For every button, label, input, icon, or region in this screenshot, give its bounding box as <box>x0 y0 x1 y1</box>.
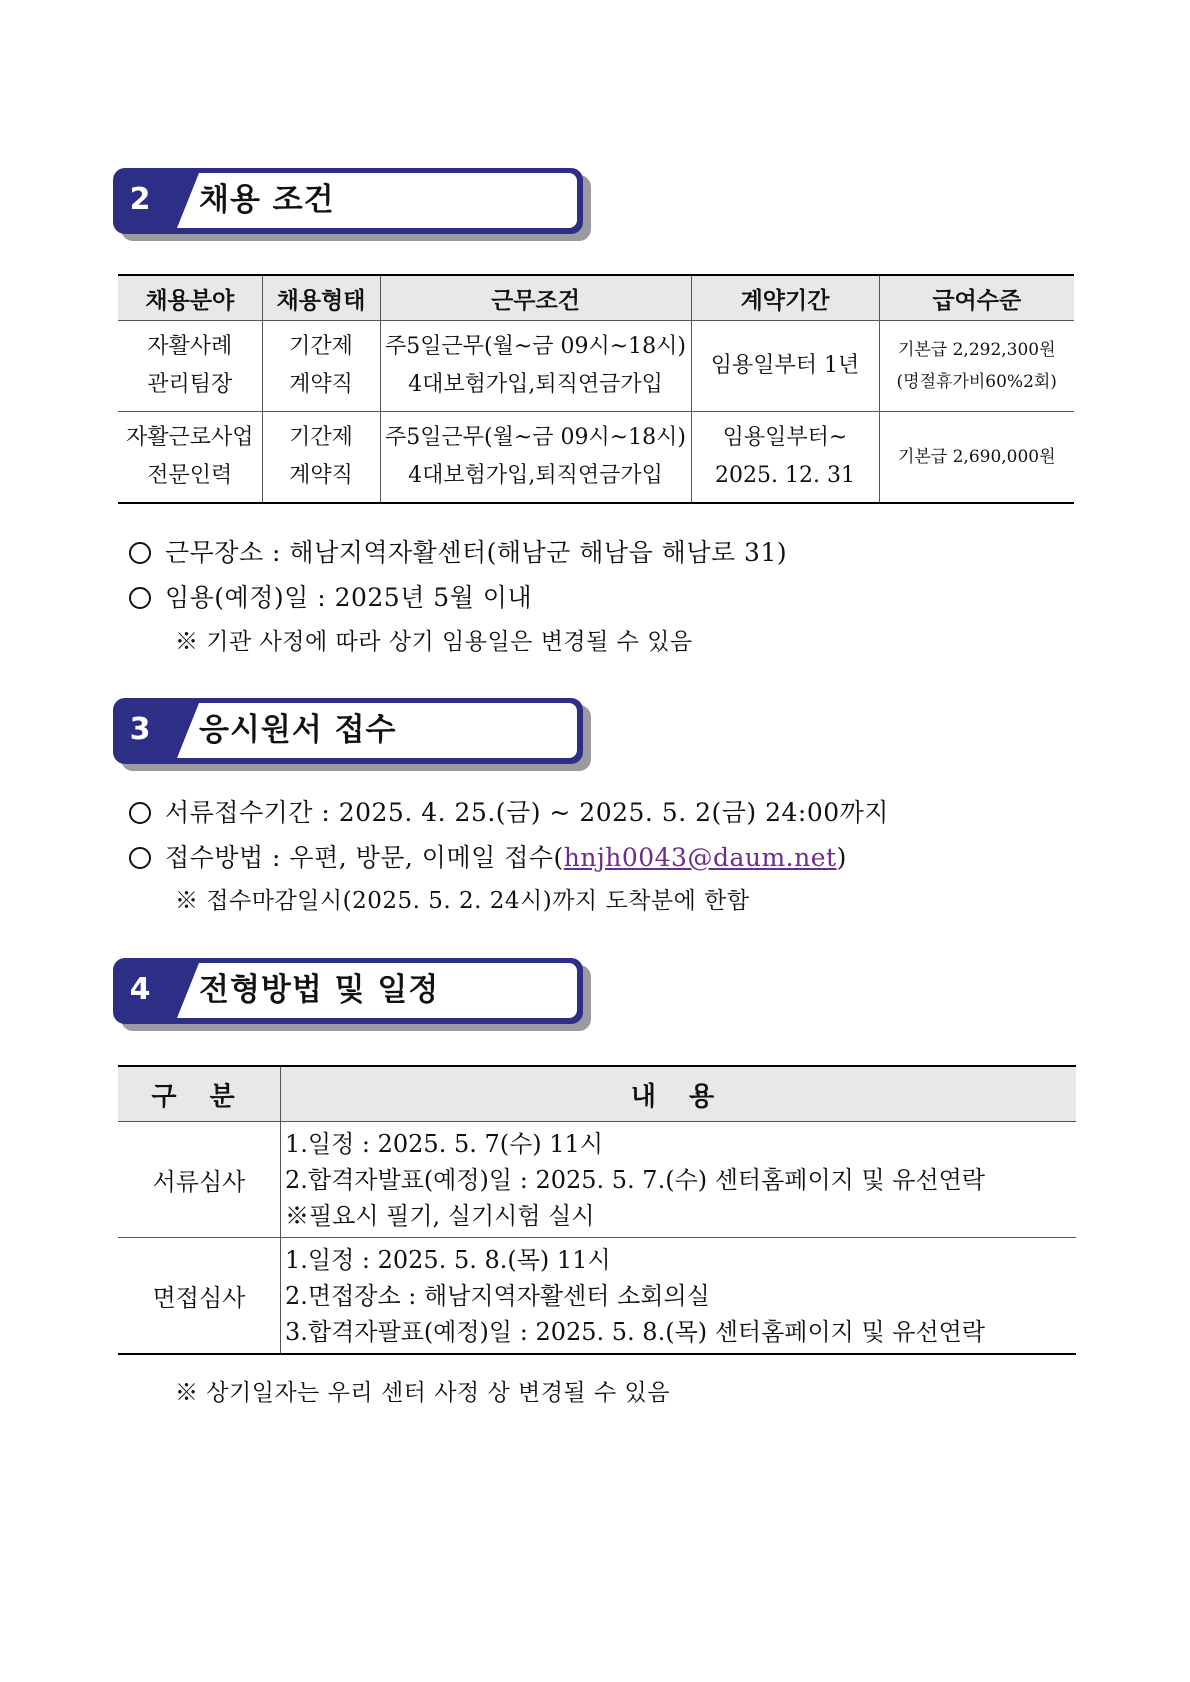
section-title: 전형방법 및 일정 <box>199 972 440 1008</box>
table-row <box>118 412 1074 504</box>
cell-category: 서류심사 <box>118 1122 281 1238</box>
cell-salary: 기본급 2,292,300원 (명절휴가비60%2회) <box>879 321 1074 412</box>
cell-period: 임용일부터 1년 <box>691 321 879 412</box>
cell-conditions: 주5일근무(월~금 09시~18시) 4대보험가입,퇴직연금가입 <box>380 321 691 412</box>
table-row <box>118 321 1074 412</box>
application-method-line: 접수방법 : 우편, 방문, 이메일 접수(hnjh0043@daum.net) <box>129 841 847 875</box>
circle-bullet-icon <box>129 542 151 564</box>
circle-bullet-icon <box>129 847 151 869</box>
email-link[interactable]: hnjh0043@daum.net <box>563 843 837 872</box>
section-number: 4 <box>129 972 151 1007</box>
cell-content: 1.일정 : 2025. 5. 8.(목) 11시 2.면접장소 : 해남지역자활센터 소회의실 3.합격자팔표(예정)일 : 2025. 5. 8.(목) 센터홈페이지 및 유선연락 <box>281 1238 1077 1355</box>
table-row <box>118 1238 1076 1355</box>
selection-schedule-table <box>118 1065 1076 1355</box>
appointment-line: 임용(예정)일 : 2025년 5월 이내 <box>129 581 532 615</box>
table-header-row <box>118 275 1074 321</box>
header-category: 구 분 <box>118 1066 281 1122</box>
cell-type: 기간제 계약직 <box>262 412 380 504</box>
circle-bullet-icon <box>129 802 151 824</box>
workplace-line: 근무장소 : 해남지역자활센터(해남군 해남읍 해남로 31) <box>129 536 787 570</box>
appointment-note: ※ 기관 사정에 따라 상기 임용일은 변경될 수 있음 <box>175 629 693 655</box>
header-period: 계약기간 <box>691 275 879 321</box>
header-conditions: 근무조건 <box>380 275 691 321</box>
header-content: 내 용 <box>281 1066 1077 1122</box>
cell-type: 기간제 계약직 <box>262 321 380 412</box>
table-header-row <box>118 1066 1076 1122</box>
section-title: 채용 조건 <box>199 182 335 218</box>
schedule-note: ※ 상기일자는 우리 센터 사정 상 변경될 수 있음 <box>175 1380 670 1406</box>
section-number: 3 <box>129 712 151 747</box>
cell-field: 자활사례 관리팀장 <box>118 321 262 412</box>
cell-field: 자활근로사업 전문인력 <box>118 412 262 504</box>
cell-salary: 기본급 2,690,000원 <box>879 412 1074 504</box>
section-number: 2 <box>129 182 151 217</box>
header-field: 채용분야 <box>118 275 262 321</box>
header-salary: 급여수준 <box>879 275 1074 321</box>
recruitment-conditions-table <box>118 274 1074 504</box>
cell-period: 임용일부터~ 2025. 12. 31 <box>691 412 879 504</box>
header-type: 채용형태 <box>262 275 380 321</box>
section-3-header <box>113 698 583 764</box>
cell-conditions: 주5일근무(월~금 09시~18시) 4대보험가입,퇴직연금가입 <box>380 412 691 504</box>
table-row <box>118 1122 1076 1238</box>
cell-category: 면접심사 <box>118 1238 281 1355</box>
section-4-header <box>113 958 583 1024</box>
application-period-line: 서류접수기간 : 2025. 4. 25.(금) ~ 2025. 5. 2(금) 24:00까지 <box>129 796 889 830</box>
application-note: ※ 접수마감일시(2025. 5. 2. 24시)까지 도착분에 한함 <box>175 888 750 914</box>
cell-content: 1.일정 : 2025. 5. 7(수) 11시 2.합격자발표(예정)일 : 2025. 5. 7.(수) 센터홈페이지 및 유선연락 ※필요시 필기, 실기시험 실시 <box>281 1122 1077 1238</box>
section-title: 응시원서 접수 <box>199 712 397 748</box>
circle-bullet-icon <box>129 587 151 609</box>
section-2-header <box>113 168 583 234</box>
